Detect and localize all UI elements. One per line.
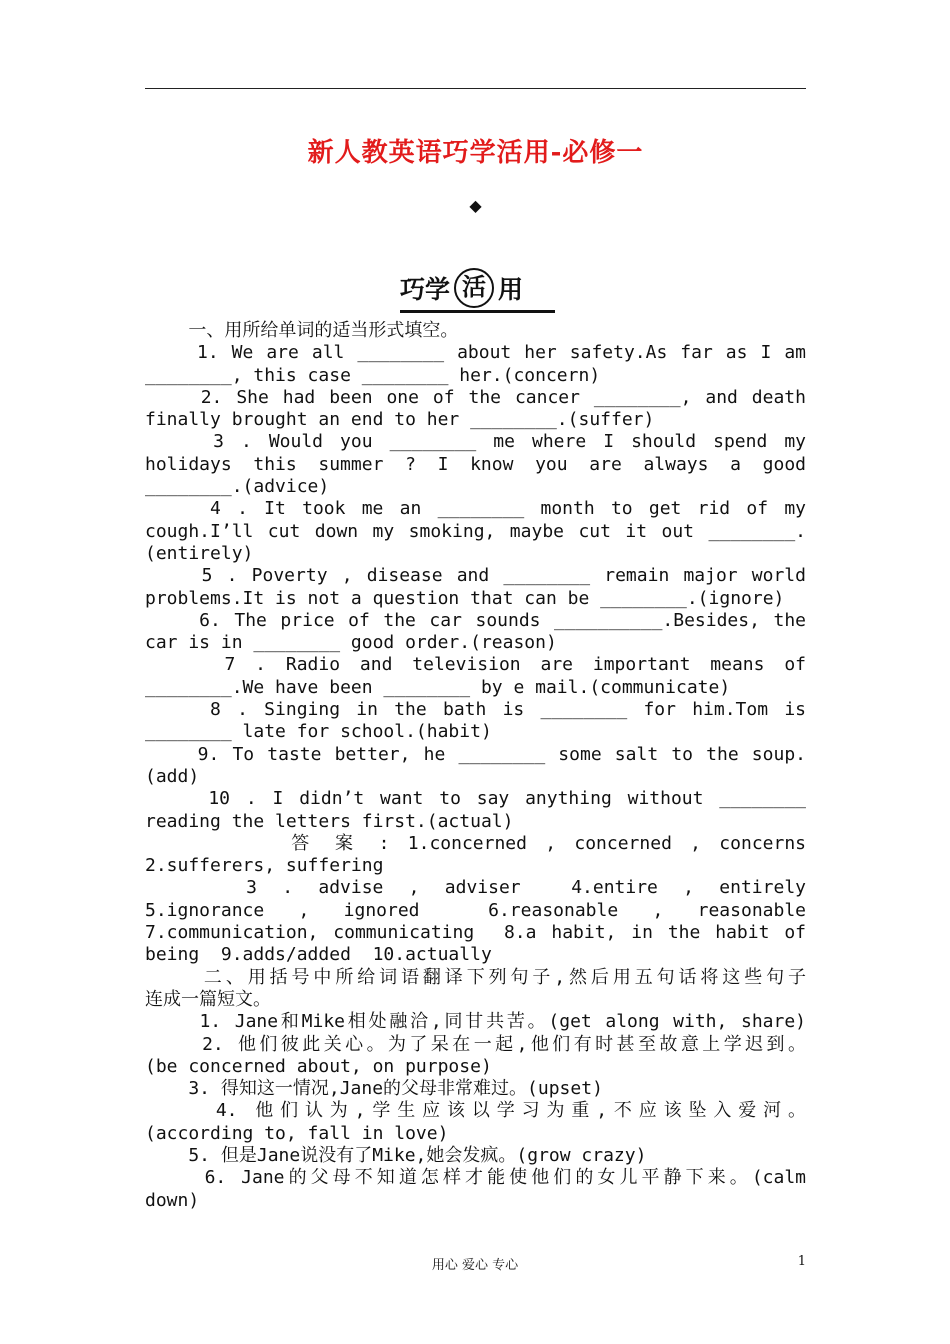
text-line: 2.sufferers, suffering [145,855,384,877]
text-line: 10 . I didn’t want to say anything without ________ [145,788,806,810]
text-line: 3 . Would you ________ me where I should spend my [145,431,806,453]
banner-text [400,268,523,308]
text-line: 4 . It took me an ________ month to get rid of my [145,498,806,520]
text-line: 连成一篇短文。 [145,988,271,1010]
text-line: (be concerned about, on purpose) [145,1055,492,1077]
section-banner [400,268,560,316]
text-line: reading the letters first.(actual) [145,810,514,832]
text-line: 2. 他们彼此关心。为了呆在一起,他们有时甚至故意上学迟到。 [145,1033,806,1055]
text-line: 6. Jane的父母不知道怎样才能使他们的女儿平静下来。(calm [145,1167,806,1189]
banner-underline [400,310,555,313]
text-line: 3. 得知这一情况,Jane的父母非常难过。(upset) [145,1078,603,1100]
footer-motto: 用心 爱心 专心 [431,1258,519,1273]
text-line: 5.ignorance , ignored 6.reasonable , reasonable [145,899,806,921]
text-line: (entirely) [145,542,254,564]
text-line: ________, this case ________ her.(concern) [145,364,601,386]
text-line: 1. We are all ________ about her safety.As far as I am [145,342,806,364]
text-line: 1. Jane和Mike相处融洽,同甘共苦。(get along with, share) [145,1011,806,1033]
text-line: down) [145,1189,200,1211]
text-line: 8 . Singing in the bath is ________ for him.Tom is [145,699,806,721]
text-line: problems.It is not a question that can be ________.(ignore) [145,587,785,609]
text-line: 7 . Radio and television are important means of [145,654,806,676]
text-line: 2. She had been one of the cancer ________, and death [145,386,806,408]
diamond-icon: ◆ [469,196,482,215]
text-line: 4. 他们认为,学生应该以学习为重,不应该坠入爱河。 [145,1100,806,1122]
text-line: cough.I’ll cut down my smoking, maybe cut it out ________. [145,520,806,542]
banner-part2: 用 [498,275,524,304]
text-line: 7.communication, communicating 8.a habit, in the habit of [145,922,806,944]
header-rule [145,88,806,89]
text-line: being 9.adds/added 10.actually [145,944,492,966]
document-body [145,320,806,1212]
text-line: finally brought an end to her ________.(suffer) [145,409,655,431]
page-number: 1 [797,1254,806,1269]
text-line: 答 案 : 1.concerned , concerned , concerns [145,832,806,854]
text-line: ________.(advice) [145,476,330,498]
text-line: 5. 但是Jane说没有了Mike,她会发疯。(grow crazy) [145,1144,647,1166]
text-line: 一、用所给单词的适当形式填空。 [145,320,459,341]
text-line: (add) [145,765,200,787]
page-title: 新人教英语巧学活用-必修一 [307,138,644,168]
text-line: 3 . advise , adviser 4.entire , entirely [145,877,806,899]
text-line: ________.We have been ________ by e mail.(communicate) [145,676,731,698]
text-line: 5 . Poverty , disease and ________ remain major world [145,565,806,587]
text-line: 6. The price of the car sounds __________.Besides, the [145,609,806,631]
text-line: 二、用括号中所给词语翻译下列句子,然后用五句话将这些句子 [145,966,806,988]
banner-circled-char: 活 [454,268,494,308]
text-line: car is in ________ good order.(reason) [145,632,557,654]
text-line: holidays this summer ? I know you are always a good [145,453,806,475]
banner-part1: 巧学 [400,275,451,304]
text-line: ________ late for school.(habit) [145,721,492,743]
text-line: 9. To taste better, he ________ some salt to the soup. [145,743,806,765]
text-line: (according to, fall in love) [145,1122,449,1144]
